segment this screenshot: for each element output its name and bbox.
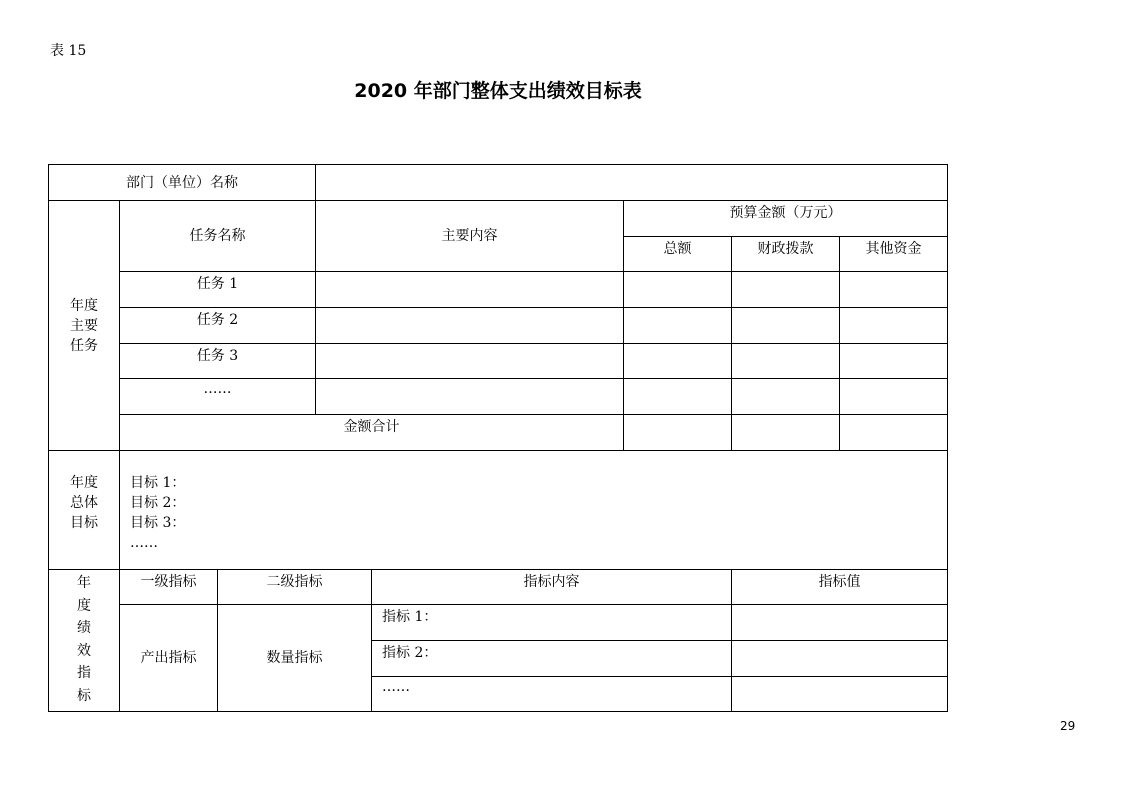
overall-goals-content	[119, 450, 948, 570]
indicator-more-value	[731, 676, 948, 712]
dept-name-value	[315, 164, 948, 201]
main-content-header: 主要内容	[315, 200, 624, 272]
task-1-other	[839, 271, 948, 308]
task-3-other	[839, 343, 948, 379]
page-title: 2020 年部门整体支出绩效目标表	[354, 80, 642, 102]
task-2-name: 任务 2	[119, 307, 316, 344]
total-sum	[623, 414, 732, 451]
indicator-1-value	[731, 604, 948, 641]
budget-col-total: 总额	[623, 236, 732, 272]
annual-tasks-label: 年度 主要 任务	[48, 200, 120, 451]
task-3-content	[315, 343, 624, 379]
dept-name-label: 部门（单位）名称	[48, 164, 316, 201]
task-2-content	[315, 307, 624, 344]
indicator-1: 指标 1：	[371, 604, 732, 641]
task-more-other	[839, 378, 948, 415]
budget-header: 预算金额（万元）	[623, 200, 948, 237]
total-other	[839, 414, 948, 451]
task-1-content	[315, 271, 624, 308]
perf-header-content: 指标内容	[371, 569, 732, 605]
task-1-total	[623, 271, 732, 308]
task-more-name: ……	[119, 378, 316, 415]
perf-label: 年 度 绩 效 指 标	[48, 569, 120, 712]
task-more-total	[623, 378, 732, 415]
goal-1: 目标 1：	[130, 475, 186, 491]
task-2-total	[623, 307, 732, 344]
perf-header-value: 指标值	[731, 569, 948, 605]
task-3-fiscal	[731, 343, 840, 379]
budget-col-other: 其他资金	[839, 236, 948, 272]
task-1-fiscal	[731, 271, 840, 308]
task-more-fiscal	[731, 378, 840, 415]
perf-header-level2: 二级指标	[217, 569, 372, 605]
table-number: 表 15	[50, 43, 87, 59]
total-fiscal	[731, 414, 840, 451]
goal-more: ……	[130, 535, 158, 551]
overall-goals-label: 年度 总体 目标	[48, 450, 120, 570]
indicator-2: 指标 2：	[371, 640, 732, 677]
goal-3: 目标 3：	[130, 515, 186, 531]
total-label: 金额合计	[119, 414, 624, 451]
indicator-more: ……	[371, 676, 732, 712]
level1-output: 产出指标	[119, 604, 218, 712]
task-3-name: 任务 3	[119, 343, 316, 379]
task-name-header: 任务名称	[119, 200, 316, 272]
task-3-total	[623, 343, 732, 379]
task-2-fiscal	[731, 307, 840, 344]
goal-2: 目标 2：	[130, 495, 186, 511]
task-2-other	[839, 307, 948, 344]
level2-quantity: 数量指标	[217, 604, 372, 712]
page-number: 29	[1060, 719, 1076, 733]
task-1-name: 任务 1	[119, 271, 316, 308]
budget-col-fiscal: 财政拨款	[731, 236, 840, 272]
task-more-content	[315, 378, 624, 415]
indicator-2-value	[731, 640, 948, 677]
perf-header-level1: 一级指标	[119, 569, 218, 605]
